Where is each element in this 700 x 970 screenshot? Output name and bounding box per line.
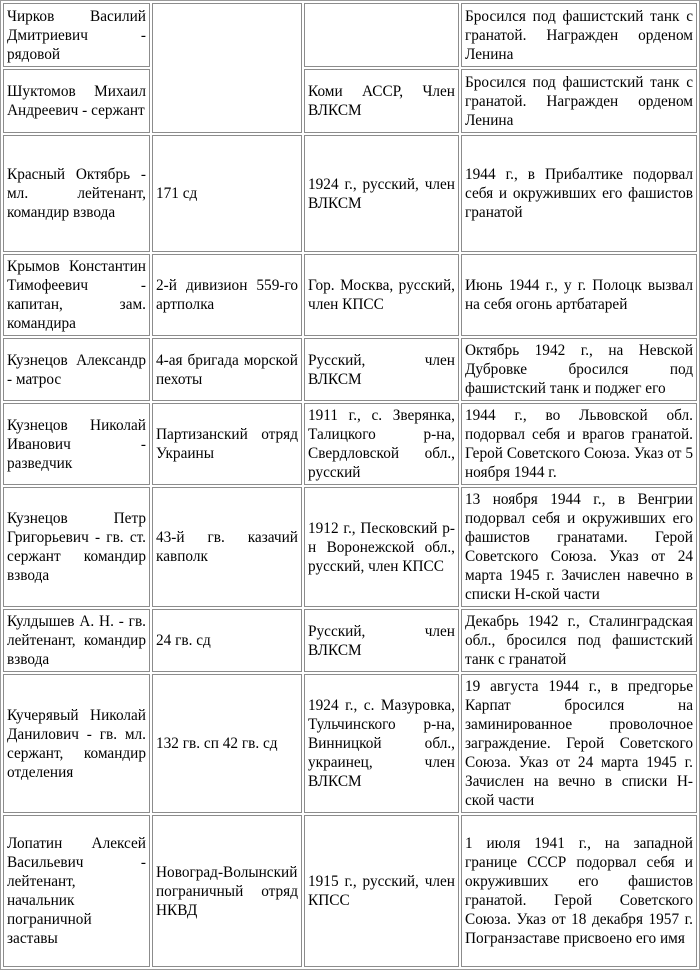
deed-cell: Декабрь 1942 г., Сталинградская обл., бросился под фашистский танк с гранатой: [461, 609, 697, 672]
unit-cell: 2-й дивизион 559-го артполка: [152, 254, 302, 336]
deed-cell: Бросился под фашистский танк с гранатой. Награжден орденом Ленина: [461, 69, 697, 133]
table-row: [3, 609, 697, 672]
table-row: [3, 338, 697, 401]
table-row: [3, 3, 697, 67]
unit-cell: Партизанский отряд Украины: [152, 403, 302, 485]
table-row: [3, 487, 697, 607]
name-cell: Кузнецов Николай Иванович - разведчик: [3, 403, 150, 485]
unit-cell: [152, 3, 302, 133]
unit-cell: 171 сд: [152, 135, 302, 252]
deed-cell: Октябрь 1942 г., на Невской Дубровке бросился под фашистский танк и поджег его: [461, 338, 697, 401]
unit-cell: 24 гв. сд: [152, 609, 302, 672]
unit-cell: 132 гв. сп 42 гв. сд: [152, 674, 302, 813]
name-cell: Шуктомов Михаил Андреевич - сержант: [3, 69, 150, 133]
deed-cell: Июнь 1944 г., у г. Полоцк вызвал на себя огонь артбатарей: [461, 254, 697, 336]
unit-cell: Новоград-Волынский пограничный отряд НКВД: [152, 815, 302, 967]
deed-cell: 1944 г., во Львовской обл. подорвал себя и врагов гранатой. Герой Советского Союза. Указ от 5 ноября 1944 г.: [461, 403, 697, 485]
name-cell: Чирков Василий Дмитриевич - рядовой: [3, 3, 150, 67]
table-row: [3, 815, 697, 967]
table-row: [3, 254, 697, 336]
info-cell: 1924 г., с. Мазуровка, Тульчинского р-на, Винницкой обл., украинец, член ВЛКСМ: [304, 674, 459, 813]
table-row: [3, 403, 697, 485]
info-cell: Коми АССР, Член ВЛКСМ: [304, 69, 459, 133]
name-cell: Красный Октябрь - мл. лейтенант, командир взвода: [3, 135, 150, 252]
info-cell: Гор. Москва, русский, член КПСС: [304, 254, 459, 336]
name-cell: Лопатин Алексей Васильевич - лейтенант, начальник пограничной заставы: [3, 815, 150, 967]
name-cell: Кузнецов Александр - матрос: [3, 338, 150, 401]
info-cell: 1924 г., русский, член ВЛКСМ: [304, 135, 459, 252]
deed-cell: Бросился под фашистский танк с гранатой. Награжден орденом Ленина: [461, 3, 697, 67]
unit-cell: 4-ая бригада морской пехоты: [152, 338, 302, 401]
name-cell: Кулдышев А. Н. - гв. лейтенант, командир взвода: [3, 609, 150, 672]
name-cell: Кузнецов Петр Григорьевич - гв. ст. сержант командир взвода: [3, 487, 150, 607]
name-cell: Кучерявый Николай Данилович - гв. мл. сержант, командир отделения: [3, 674, 150, 813]
name-cell: Крымов Константин Тимофеевич - капитан, зам. командира: [3, 254, 150, 336]
unit-cell: 43-й гв. казачий кавполк: [152, 487, 302, 607]
info-cell: 1912 г., Песковский р-н Воронежской обл., русский, член КПСС: [304, 487, 459, 607]
info-cell: 1911 г., с. Зверянка, Талицкого р-на, Свердловской обл., русский: [304, 403, 459, 485]
table-row: [3, 69, 697, 133]
info-cell: Русский, член ВЛКСМ: [304, 609, 459, 672]
info-cell: 1915 г., русский, член КПСС: [304, 815, 459, 967]
deed-cell: 1944 г., в Прибалтике подорвал себя и окруживших его фашистов гранатой: [461, 135, 697, 252]
table-row: [3, 135, 697, 252]
deed-cell: 1 июля 1941 г., на западной границе СССР подорвал себя и окруживших его фашистов гранатой. Герой Советского Союза. Указ от 18 декабря 1957 г. Погранзаставе присвоено его имя: [461, 815, 697, 967]
info-cell: [304, 3, 459, 67]
deed-cell: 19 августа 1944 г., в предгорье Карпат бросился на заминированное проволочное заграждение. Герой Советского Союза. Указ от 24 марта 1945 г. Зачислен на вечно в списки Н-ской части: [461, 674, 697, 813]
info-cell: Русский, член ВЛКСМ: [304, 338, 459, 401]
table-row: [3, 674, 697, 813]
deed-cell: 13 ноября 1944 г., в Венгрии подорвал себя и окруживших его фашистов гранатами. Герой Советского Союза. Указ от 24 марта 1945 г. Зачислен навечно в списки Н-ской части: [461, 487, 697, 607]
